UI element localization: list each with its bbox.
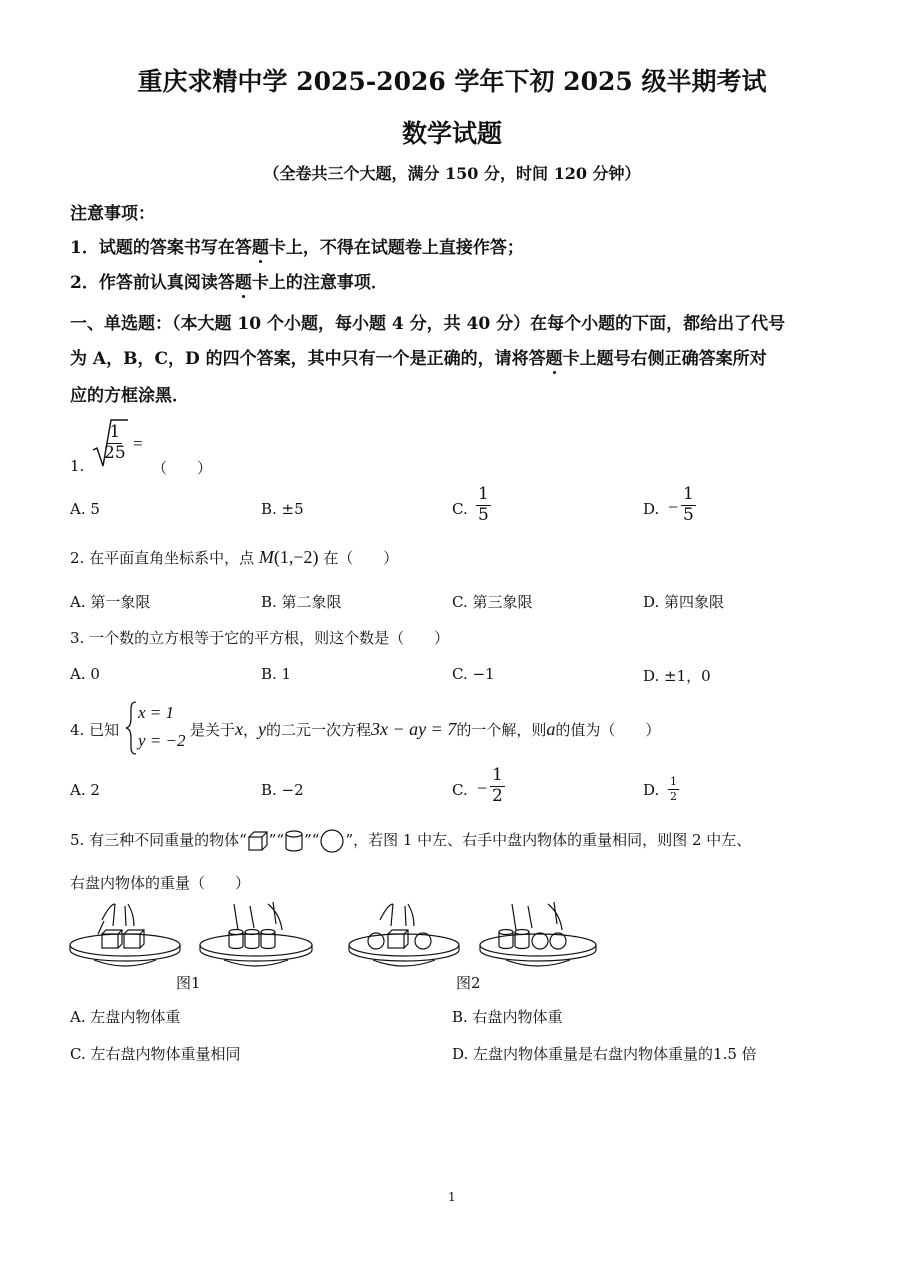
- q1-d-fraction: [681, 486, 696, 525]
- q1-radicand: [104, 424, 126, 463]
- q5-option-a: A. 左盘内物体重: [70, 1008, 181, 1026]
- q1-fraction: [104, 424, 126, 463]
- note-item-1-a: 1．试题的答案书写在: [70, 238, 235, 258]
- q4-c-sign: −: [477, 778, 488, 798]
- q4-text-c: 的二元一次方程: [266, 721, 372, 739]
- cube-icon: [247, 830, 269, 852]
- q1-d-num: 1: [683, 484, 694, 504]
- q5-text-a: 5. 有三种不同重量的物体“: [70, 831, 247, 849]
- q1-c-den: 5: [478, 504, 489, 525]
- balance-figures: [68, 900, 600, 978]
- q2-text-a: 2. 在平面直角坐标系中，点: [70, 549, 255, 567]
- q4-option-b: B. −2: [261, 781, 304, 799]
- q5-quote-1: ”“: [268, 831, 285, 849]
- q5-quote-2: ”“: [304, 831, 320, 849]
- exam-info: （全卷共三个大题，满分 150 分，时间 120 分钟）: [263, 164, 641, 183]
- q4-d-fraction: [668, 776, 679, 802]
- q4-stem-rest: [190, 719, 660, 740]
- q1-number: 1.: [70, 457, 85, 475]
- note-item-2-b: 答题卡: [218, 268, 269, 293]
- section1-line2-b: 答题卡: [529, 344, 580, 369]
- q3-option-b: B. 1: [261, 665, 292, 683]
- q2-coords: (1,−2): [273, 547, 319, 567]
- figure-1-caption: 图1: [176, 974, 201, 992]
- q1-option-c-label: C.: [452, 500, 468, 518]
- q4-comma: ，: [243, 721, 259, 739]
- q1-option-b: B. ±5: [261, 500, 304, 518]
- q2-stem: [70, 547, 398, 568]
- note-item-1-c: 上，不得在试题卷上直接作答；: [285, 238, 524, 258]
- q2-option-c: C. 第三象限: [452, 593, 533, 611]
- section1-line2-a: 为 A，B，C，D 的四个答案，其中只有一个是正确的，请将: [70, 349, 529, 369]
- q1-option-d-label: D.: [643, 500, 660, 518]
- sphere-icon: [319, 829, 345, 853]
- q3-stem: 3. 一个数的立方根等于它的平方根，则这个数是（ ）: [70, 629, 450, 647]
- q1-equals: =: [133, 434, 143, 453]
- q1-d-sign: −: [668, 497, 679, 517]
- subject-title: 数学试题: [401, 119, 502, 148]
- section1-line2: [70, 344, 767, 369]
- q1-frac-den: 25: [104, 442, 126, 463]
- q4-eq1: x = 1: [138, 703, 175, 722]
- q4-brace: [124, 700, 138, 756]
- q4-option-c-label: C.: [452, 781, 468, 799]
- fig2-left-plate: [349, 904, 459, 966]
- note-item-1-b: 答题卡: [235, 233, 286, 258]
- fig2-right-plate: [480, 902, 596, 966]
- q4-c-fraction: [490, 767, 505, 806]
- q4-var-y: y: [258, 719, 267, 739]
- figure-2-caption: 图2: [456, 974, 481, 992]
- q5-option-d: D. 左盘内物体重量是右盘内物体重量的1.5 倍: [452, 1045, 757, 1063]
- q5-stem-line2: 右盘内物体的重量（ ）: [70, 874, 251, 892]
- q2-option-b: B. 第二象限: [261, 593, 342, 611]
- notes-heading: 注意事项：: [70, 204, 155, 224]
- q1-option-a: A. 5: [70, 500, 100, 518]
- q5-stem-line1: [70, 829, 751, 853]
- q4-c-num: 1: [492, 765, 503, 785]
- q1-option-c-value: [476, 486, 491, 525]
- page-number: 1: [448, 1190, 456, 1204]
- q4-var-a: a: [546, 719, 556, 739]
- section1-line1: 一、单选题：（本大题 10 个小题，每小题 4 分，共 40 分）在每个小题的下面，都给出了代号: [70, 314, 786, 334]
- note-item-2-c: 上的注意事项．: [268, 273, 388, 293]
- q1-answer-paren: （ ）: [152, 459, 213, 477]
- q2-point: M: [258, 547, 274, 567]
- q4-eq2: y = −2: [138, 731, 186, 750]
- q4-text-e: 的值为（ ）: [555, 721, 661, 739]
- q1-option-d-value: [681, 486, 696, 525]
- q4-equation: 3x − ay = 7: [371, 719, 457, 739]
- q2-text-b: 在（ ）: [323, 549, 399, 567]
- q1-c-fraction: [476, 486, 491, 525]
- fig1-right-plate: [200, 902, 312, 966]
- q4-d-num: 1: [670, 775, 677, 788]
- q5-option-c: C. 左右盘内物体重量相同: [70, 1045, 241, 1063]
- q4-text-b: 是关于: [190, 721, 236, 739]
- q3-option-a: A. 0: [70, 665, 100, 683]
- q1-c-num: 1: [478, 484, 489, 504]
- q1-d-den: 5: [683, 504, 694, 525]
- q4-option-a: A. 2: [70, 781, 100, 799]
- section1-line3: 应的方框涂黑．: [70, 386, 189, 406]
- fig1-left-plate: [70, 904, 180, 966]
- q3-option-d: D. ±1，0: [643, 667, 711, 685]
- q4-option-d-value: [668, 776, 679, 802]
- q4-text-a: 4. 已知: [70, 721, 120, 739]
- cylinder-icon: [284, 829, 304, 853]
- q4-text-d: 的一个解，则: [456, 721, 547, 739]
- q5-text-b: ”，若图 1 中左、右手中盘内物体的重量相同，则图 2 中左、: [345, 831, 752, 849]
- q4-var-x: x: [235, 719, 244, 739]
- q2-option-a: A. 第一象限: [70, 593, 151, 611]
- q1-frac-num: 1: [109, 422, 121, 442]
- q4-c-den: 2: [492, 785, 503, 806]
- q4-option-c-value: [490, 767, 505, 806]
- q5-option-b: B. 右盘内物体重: [452, 1008, 563, 1026]
- note-item-2: [70, 268, 388, 293]
- exam-title: 重庆求精中学 2025-2026 学年下初 2025 级半期考试: [137, 67, 767, 96]
- section1-line2-c: 上题号右侧正确答案所对: [579, 349, 767, 369]
- note-item-2-a: 2．作答前认真阅读: [70, 273, 218, 293]
- q2-option-d: D. 第四象限: [643, 593, 725, 611]
- q4-d-den: 2: [670, 789, 677, 803]
- q3-option-c: C. −1: [452, 665, 495, 683]
- q4-option-d-label: D.: [643, 781, 660, 799]
- note-item-1: [70, 233, 524, 258]
